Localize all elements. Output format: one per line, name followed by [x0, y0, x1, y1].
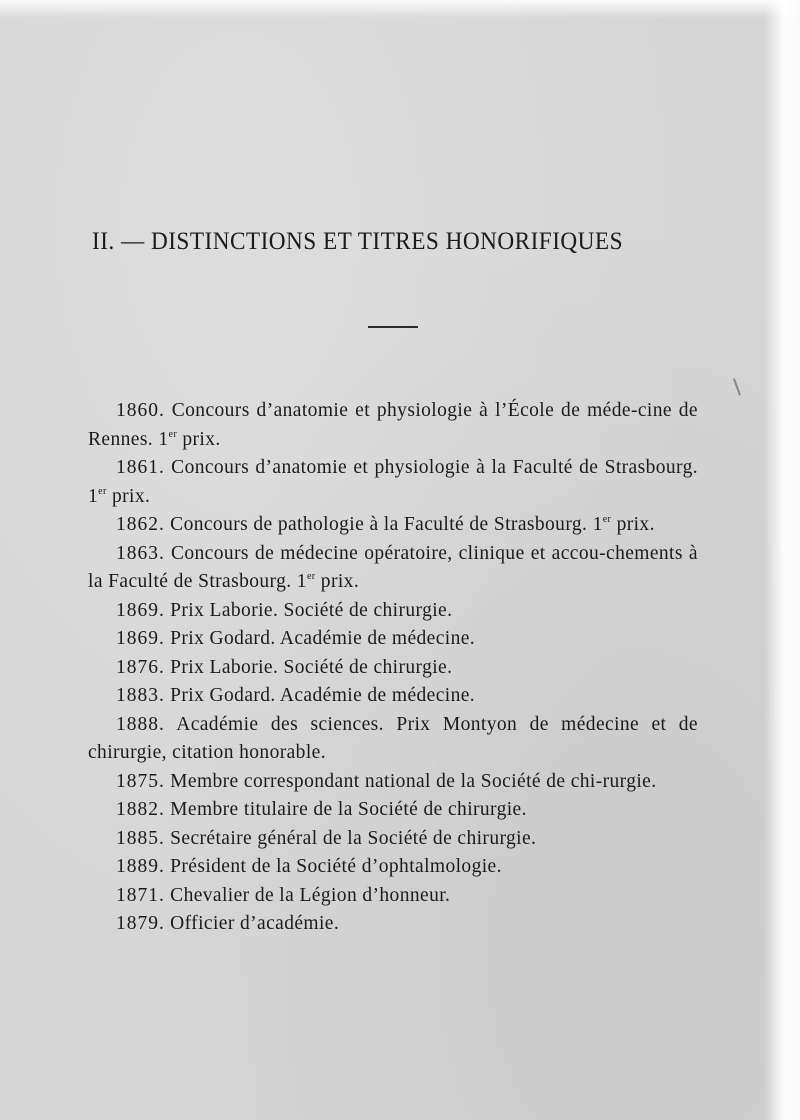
entry-text: Prix Laborie. Société de chirurgie. — [170, 599, 453, 621]
entry-year: 1863. — [116, 542, 165, 564]
list-item — [88, 511, 698, 540]
list-item — [88, 540, 698, 597]
entry-text: Concours de médecine opératoire, clinique et accou-chements à la Faculté de Strasbourg. 1 — [88, 542, 698, 592]
entry-sup: er — [98, 485, 107, 497]
list-item — [88, 796, 698, 825]
list-item — [88, 397, 698, 454]
entry-year: 1862. — [116, 514, 165, 535]
list-item — [88, 682, 698, 711]
entry-year: 1875. — [116, 770, 165, 792]
entry-sup: er — [168, 428, 178, 440]
entry-year: 1869. — [116, 599, 165, 621]
list-item — [88, 768, 698, 797]
entry-text: Chevalier de la Légion d’honneur. — [170, 884, 451, 906]
margin-mark — [733, 378, 741, 396]
entry-text: Président de la Société d’ophtalmologie. — [170, 856, 502, 877]
heading-rule — [368, 326, 418, 328]
entry-year: 1889. — [116, 856, 165, 877]
entry-sup: er — [602, 514, 612, 525]
list-item — [88, 454, 698, 511]
entry-year: 1871. — [116, 884, 165, 906]
page-edge-top — [0, 0, 800, 18]
entry-text: Prix Godard. Académie de médecine. — [170, 628, 476, 649]
entry-text: Prix Laborie. Société de chirurgie. — [170, 656, 453, 678]
list-item — [88, 711, 698, 768]
list-item — [88, 625, 698, 654]
entry-year: 1860. — [116, 400, 165, 421]
entry-text: Concours d’anatomie et physiologie à l’École de méde-cine de Rennes. 1 — [88, 400, 698, 450]
entry-after: prix. — [315, 571, 360, 592]
entry-after: prix. — [106, 485, 151, 507]
section-heading: II. — DISTINCTIONS ET TITRES HONORIFIQUES — [92, 228, 623, 255]
list-item — [88, 910, 698, 939]
entry-year: 1861. — [116, 457, 165, 478]
entry-text: Académie des sciences. Prix Montyon de médecine et de chirurgie, citation honorable. — [88, 713, 698, 763]
entry-text: Membre titulaire de la Société de chirurgie. — [170, 799, 527, 820]
entry-year: 1885. — [116, 827, 165, 849]
entry-sup: er — [306, 571, 316, 582]
entry-year: 1883. — [116, 685, 165, 706]
entry-year: 1888. — [116, 713, 165, 735]
entry-year: 1879. — [116, 913, 165, 934]
entry-text: Prix Godard. Académie de médecine. — [170, 685, 476, 706]
distinctions-list — [88, 397, 698, 939]
entry-after: prix. — [611, 514, 655, 535]
list-item — [88, 825, 698, 854]
list-item — [88, 654, 698, 683]
entry-text: Secrétaire général de la Société de chirurgie. — [170, 827, 537, 849]
list-item — [88, 853, 698, 882]
list-item — [88, 597, 698, 626]
page-edge-right — [764, 0, 800, 1120]
entry-text: Officier d’académie. — [170, 913, 340, 934]
entry-after: prix. — [177, 428, 221, 450]
entry-text: Concours de pathologie à la Faculté de Strasbourg. 1 — [170, 514, 603, 535]
entry-year: 1882. — [116, 799, 165, 820]
list-item — [88, 882, 698, 911]
entry-text: Membre correspondant national de la Société de chi-rurgie. — [170, 770, 657, 792]
entry-year: 1869. — [116, 628, 165, 649]
entry-text: Concours d’anatomie et physiologie à la Faculté de Strasbourg. 1 — [88, 457, 698, 507]
entry-year: 1876. — [116, 656, 165, 678]
